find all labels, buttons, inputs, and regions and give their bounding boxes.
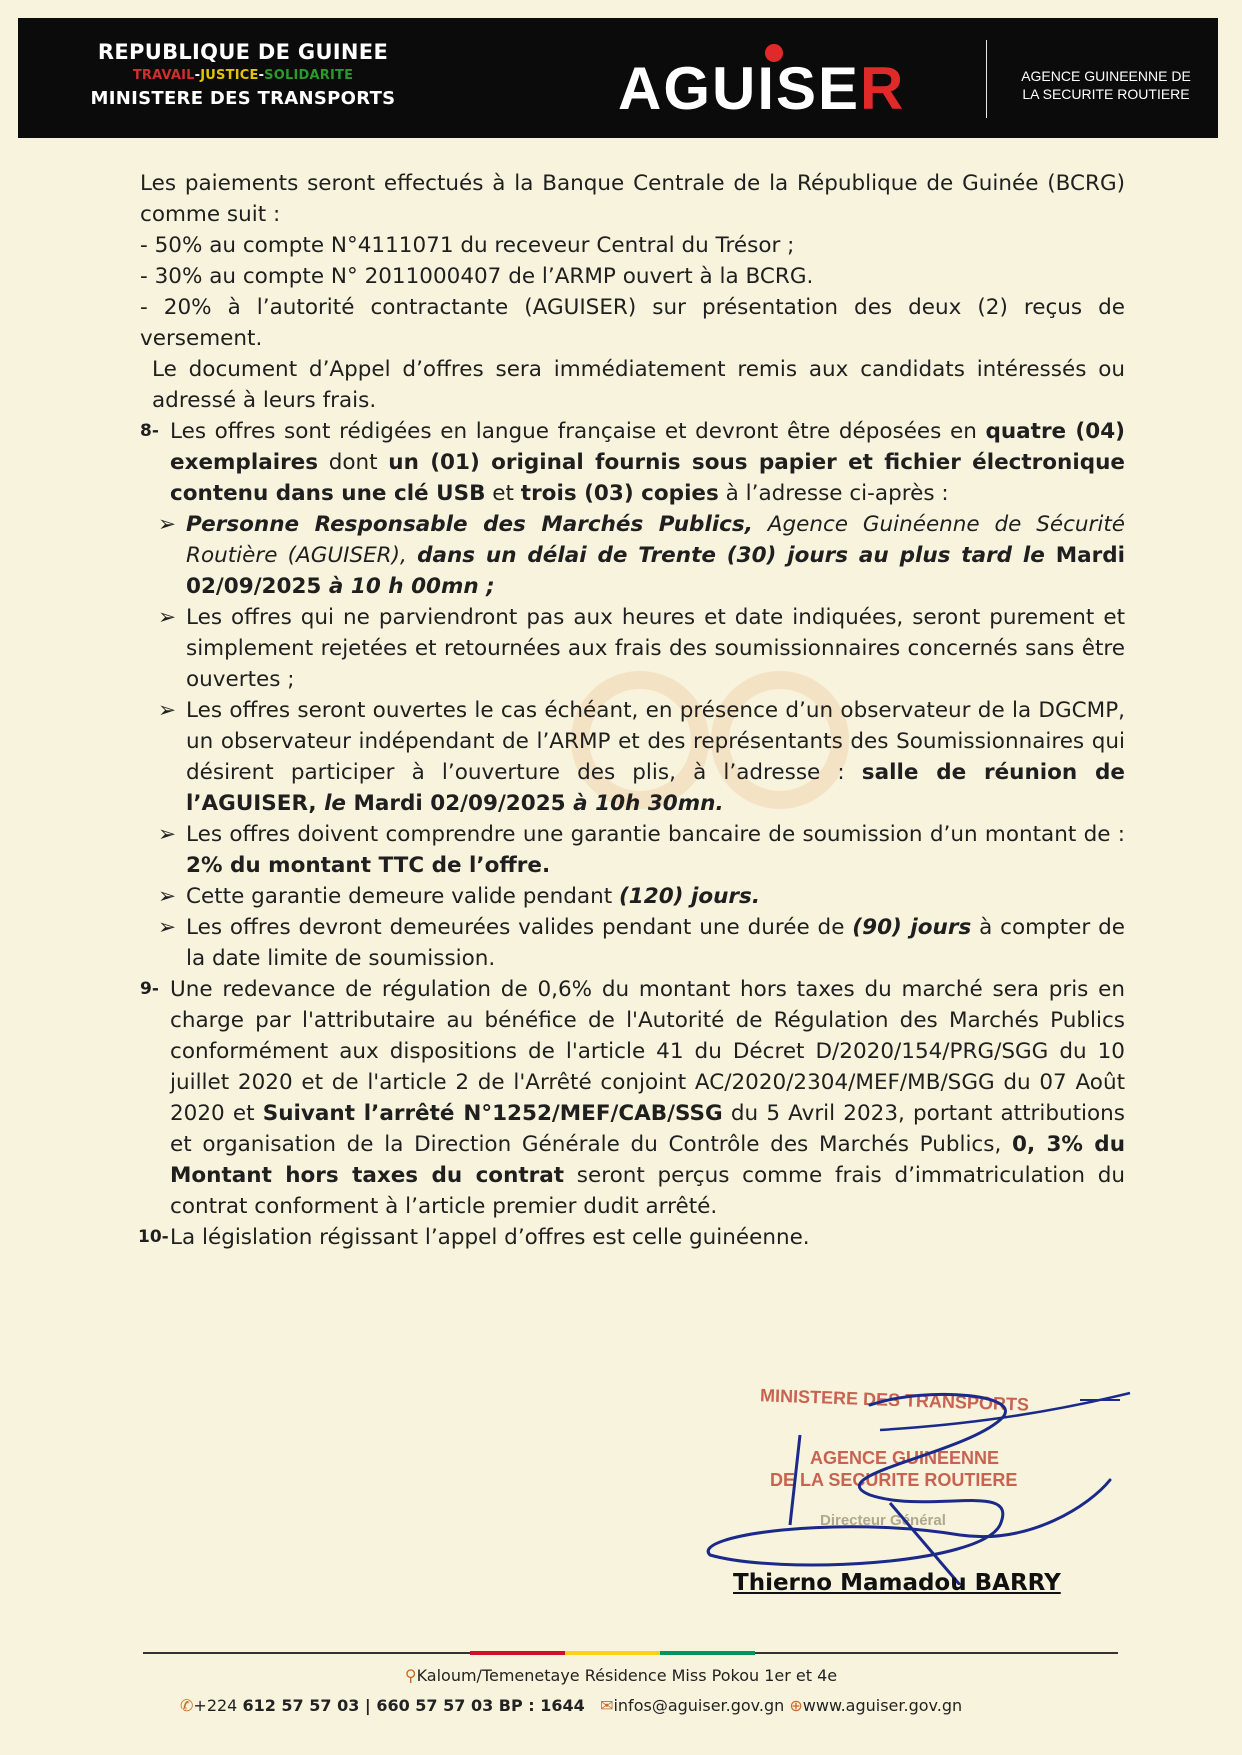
payment-intro: Les paiements seront effectués à la Banque Centrale de la République de Guinée (BCRG) comme suit : bbox=[140, 171, 1125, 227]
bullet-guarantee: ➢ Les offres doivent comprendre une garantie bancaire de soumission d’un montant de : 2% du montant TTC de l’offre. bbox=[140, 819, 1125, 881]
arrow-bullet-icon: ➢ bbox=[158, 698, 177, 723]
bullet-late-offers: ➢ Les offres qui ne parviendront pas aux heures et date indiquées, seront purement et simplement rejetées et retournées aux frais des soumissionnaires concernés sans être ouvertes ; bbox=[140, 602, 1125, 695]
bullet-offer-validity: ➢ Les offres devront demeurées valides pendant une durée de (90) jours à compter de la date limite de soumission. bbox=[140, 912, 1125, 974]
tender-document-note: Le document d’Appel d’offres sera immédiatement remis aux candidats intéressés ou adressé à leurs frais. bbox=[152, 357, 1125, 413]
footer-flag-stripe bbox=[470, 1651, 755, 1655]
document-body bbox=[140, 168, 1125, 1253]
republic-title: REPUBLIQUE DE GUINEE bbox=[97, 40, 389, 64]
website-link[interactable]: www.aguiser.gov.gn bbox=[802, 1696, 963, 1715]
globe-icon: ⊕ bbox=[789, 1696, 803, 1715]
footer-contact: ✆+224 612 57 57 03 | 660 57 57 03 BP : 1644 ✉infos@aguiser.gov.gn ⊕www.aguiser.gov.gn bbox=[180, 1696, 963, 1715]
arrow-bullet-icon: ➢ bbox=[158, 512, 177, 537]
phone-icon: ✆ bbox=[180, 1696, 194, 1715]
email-icon: ✉ bbox=[600, 1696, 614, 1715]
item-9: 9- Une redevance de régulation de 0,6% du montant hors taxes du marché sera pris en charge par l'attributaire au bénéfice de l'Autorité de Régulation des Marchés Publics conformément aux dispositions de l'article 41 du Décret D/2020/154/PRG/SGG du 10 juillet 2020 et de l'article 2 de l'Arrêté conjoint AC/2020/2304/MEF/MB/SGG du 07 Août 2020 et Suivant l’arrêté N°1252/MEF/CAB/SSG du 5 Avril 2023, portant attributions et organisation de la Direction Générale du Contrôle des Marchés Publics, 0, 3% du Montant hors taxes du contrat seront perçus comme frais d’immatriculation du contrat conforment à l’article premier dudit arrêté. bbox=[140, 974, 1125, 1222]
national-motto: TRAVAIL-JUSTICE-SOLIDARITE bbox=[132, 68, 354, 83]
ministry-title: MINISTERE DES TRANSPORTS bbox=[90, 88, 396, 109]
agency-name: AGENCE GUINEENNE DE LA SECURITE ROUTIERE bbox=[1021, 68, 1191, 102]
footer-address: ⚲Kaloum/Temenetaye Résidence Miss Pokou 1er et 4e bbox=[404, 1666, 838, 1685]
arrow-bullet-icon: ➢ bbox=[158, 822, 177, 847]
header-divider bbox=[986, 40, 987, 118]
arrow-bullet-icon: ➢ bbox=[158, 915, 177, 940]
payment-line-1: - 50% au compte N°4111071 du receveur Central du Trésor ; bbox=[140, 233, 795, 258]
location-pin-icon: ⚲ bbox=[404, 1666, 417, 1685]
bullet-deadline: ➢ Personne Responsable des Marchés Publics, Agence Guinéenne de Sécurité Routière (AGUISER), dans un délai de Trente (30) jours au plus tard le Mardi 02/09/2025 à 10 h 00mn ; bbox=[140, 509, 1125, 602]
bullet-opening: ➢ Les offres seront ouvertes le cas échéant, en présence d’un observateur de la DGCMP, un observateur indépendant de l’ARMP et des représentants des Soumissionnaires qui désirent participer à l’ouverture des plis, à l’adresse : salle de réunion de l’AGUISER, le Mardi 02/09/2025 à 10h 30mn. bbox=[140, 695, 1125, 819]
signatory-name: Thierno Mamadou BARRY bbox=[733, 1570, 1061, 1596]
arrow-bullet-icon: ➢ bbox=[158, 884, 177, 909]
payment-line-3: - 20% à l’autorité contractante (AGUISER) sur présentation des deux (2) reçus de versement. bbox=[140, 295, 1125, 351]
bullet-guarantee-validity: ➢ Cette garantie demeure valide pendant (120) jours. bbox=[140, 881, 1125, 912]
handwritten-signature bbox=[700, 1385, 1170, 1585]
item-number: 9- bbox=[140, 979, 159, 999]
payment-line-2: - 30% au compte N° 2011000407 de l’ARMP ouvert à la BCRG. bbox=[140, 264, 814, 289]
item-number: 8- bbox=[140, 421, 159, 441]
item-10: 10- La législation régissant l’appel d’offres est celle guinéenne. bbox=[140, 1222, 1125, 1253]
arrow-bullet-icon: ➢ bbox=[158, 605, 177, 630]
email-link[interactable]: infos@aguiser.gov.gn bbox=[613, 1696, 785, 1715]
republic-block bbox=[73, 40, 413, 109]
item-number: 10- bbox=[138, 1227, 169, 1247]
item-8: 8- Les offres sont rédigées en langue française et devront être déposées en quatre (04) exemplaires dont un (01) original fournis sous papier et fichier électronique contenu dans une clé USB et trois (03) copies à l’adresse ci-après : bbox=[140, 416, 1125, 509]
letterhead: REPUBLIQUE DE GUINEE TRAVAIL-JUSTICE-SOLIDARITE MINISTERE DES TRANSPORTS AGUISER AGENCE GUINEENNE DE LA SECURITE ROUTIERE bbox=[18, 18, 1218, 138]
